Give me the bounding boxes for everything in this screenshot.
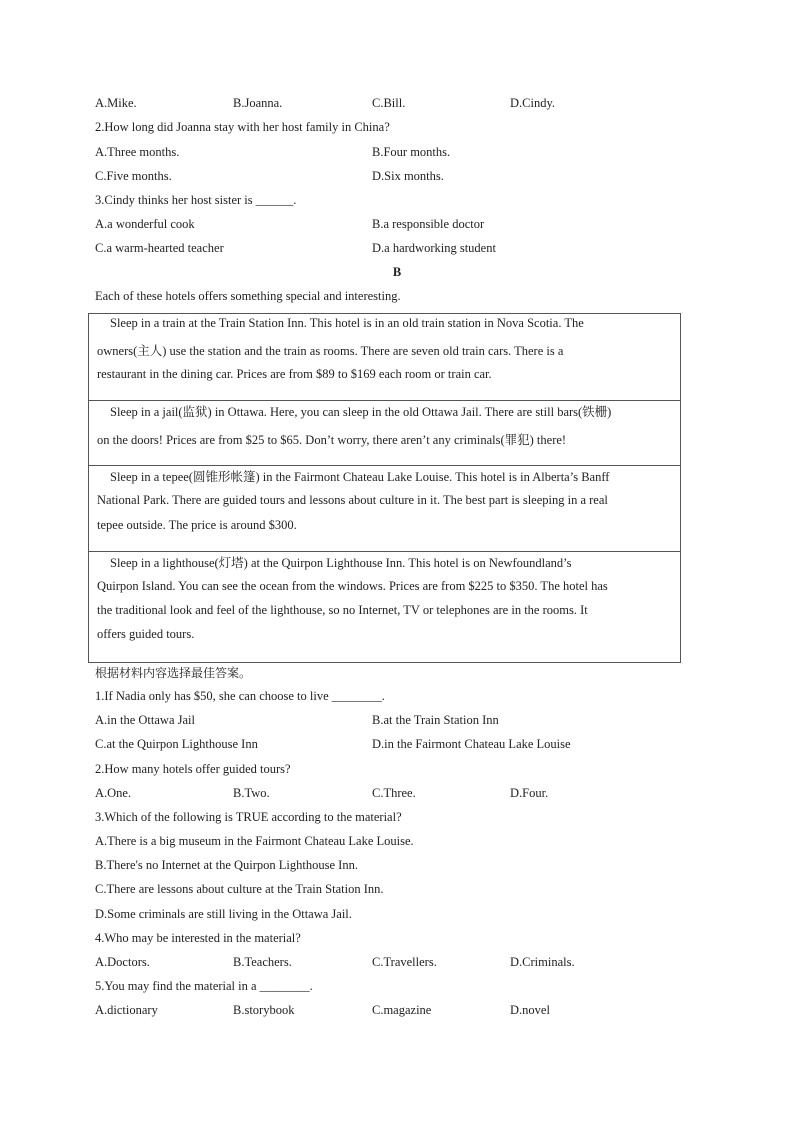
option-b: B.Teachers. bbox=[233, 955, 292, 969]
option-c: C.There are lessons about culture at the Train Station Inn. bbox=[95, 882, 384, 896]
hotel-text-line: National Park. There are guided tours and lessons about culture in it. The best part is sleeping in a real bbox=[97, 493, 608, 507]
section-title: B bbox=[392, 265, 402, 279]
option-d: D.Cindy. bbox=[510, 96, 556, 110]
section-intro: Each of these hotels offers something special and interesting. bbox=[95, 289, 401, 303]
option-a: A.One. bbox=[95, 786, 132, 800]
hotel-cell-train-station-inn bbox=[89, 314, 680, 401]
hotel-text-line: owners(主人) use the station and the train as rooms. There are seven old train cars. There is a bbox=[97, 344, 564, 358]
hotel-cell-quirpon-lighthouse bbox=[89, 551, 680, 662]
option-a: A.Doctors. bbox=[95, 955, 150, 969]
option-c: C.at the Quirpon Lighthouse Inn bbox=[95, 737, 258, 751]
option-b: B.Four months. bbox=[372, 145, 451, 159]
option-a: A.There is a big museum in the Fairmont Chateau Lake Louise. bbox=[95, 834, 414, 848]
option-b: B.Joanna. bbox=[233, 96, 283, 110]
hotel-text-line: offers guided tours. bbox=[97, 627, 195, 641]
option-d: D.Criminals. bbox=[510, 955, 575, 969]
question-text: 2.How long did Joanna stay with her host family in China? bbox=[95, 120, 390, 134]
hotel-text-line: Sleep in a train at the Train Station Inn. This hotel is in an old train station in Nova Scotia. The bbox=[110, 316, 584, 330]
hotel-text-line: Sleep in a jail(监狱) in Ottawa. Here, you can sleep in the old Ottawa Jail. There are still bars(铁栅) bbox=[110, 405, 612, 419]
option-a: A.Mike. bbox=[95, 96, 137, 110]
hotel-cell-fairmont-chateau bbox=[89, 465, 680, 552]
option-d: D.Four. bbox=[510, 786, 549, 800]
option-a: A.Three months. bbox=[95, 145, 180, 159]
question-text: 5.You may find the material in a ________. bbox=[95, 979, 313, 993]
option-a: A.a wonderful cook bbox=[95, 217, 195, 231]
question-text: 3.Cindy thinks her host sister is ______. bbox=[95, 193, 297, 207]
option-c: C.Travellers. bbox=[372, 955, 437, 969]
option-a: A.in the Ottawa Jail bbox=[95, 713, 195, 727]
option-c: C.Three. bbox=[372, 786, 416, 800]
question-text: 2.How many hotels offer guided tours? bbox=[95, 762, 291, 776]
hotel-text-line: Quirpon Island. You can see the ocean from the windows. Prices are from $225 to $350. The hotel has bbox=[97, 579, 608, 593]
hotel-text-line: the traditional look and feel of the lighthouse, so no Internet, TV or telephones are in the rooms. It bbox=[97, 603, 588, 617]
option-b: B.at the Train Station Inn bbox=[372, 713, 499, 727]
option-d: D.a hardworking student bbox=[372, 241, 496, 255]
question-text: 1.If Nadia only has $50, she can choose to live ________. bbox=[95, 689, 385, 703]
question-text: 3.Which of the following is TRUE according to the material? bbox=[95, 810, 402, 824]
hotel-cell-ottawa-jail bbox=[89, 400, 680, 466]
hotels-table bbox=[88, 313, 681, 663]
hotel-text-line: restaurant in the dining car. Prices are from $89 to $169 each room or train car. bbox=[97, 367, 492, 381]
option-b: B.Two. bbox=[233, 786, 270, 800]
option-b: B.a responsible doctor bbox=[372, 217, 485, 231]
option-d: D.in the Fairmont Chateau Lake Louise bbox=[372, 737, 571, 751]
option-c: C.Five months. bbox=[95, 169, 172, 183]
option-c: C.a warm-hearted teacher bbox=[95, 241, 224, 255]
option-d: D.Some criminals are still living in the Ottawa Jail. bbox=[95, 907, 352, 921]
option-b: B.There's no Internet at the Quirpon Lighthouse Inn. bbox=[95, 858, 358, 872]
option-d: D.novel bbox=[510, 1003, 550, 1017]
option-c: C.Bill. bbox=[372, 96, 406, 110]
instruction: 根据材料内容选择最佳答案。 bbox=[95, 666, 252, 680]
option-c: C.magazine bbox=[372, 1003, 432, 1017]
hotel-text-line: on the doors! Prices are from $25 to $65. Don’t worry, there aren’t any criminals(罪犯) there! bbox=[97, 433, 567, 447]
option-b: B.storybook bbox=[233, 1003, 295, 1017]
question-text: 4.Who may be interested in the material? bbox=[95, 931, 301, 945]
option-a: A.dictionary bbox=[95, 1003, 158, 1017]
option-d: D.Six months. bbox=[372, 169, 444, 183]
hotel-text-line: Sleep in a lighthouse(灯塔) at the Quirpon Lighthouse Inn. This hotel is on Newfoundland’s bbox=[110, 556, 572, 570]
hotel-text-line: Sleep in a tepee(圆锥形帐篷) in the Fairmont Chateau Lake Louise. This hotel is in Alberta’s Banff bbox=[110, 470, 610, 484]
hotel-text-line: tepee outside. The price is around $300. bbox=[97, 518, 297, 532]
